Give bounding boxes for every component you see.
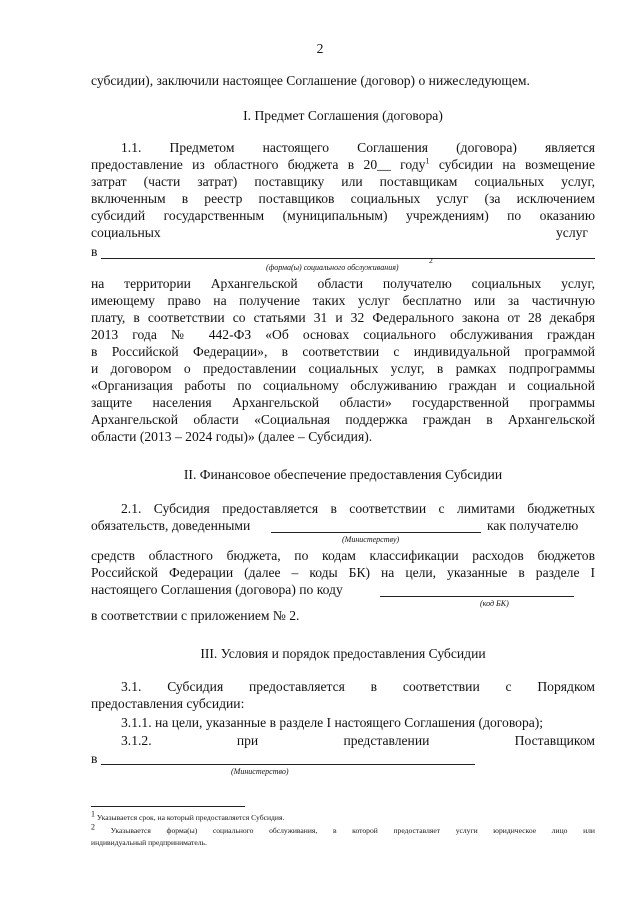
- s1-p1-line-1: 1.1. Предметом настоящего Соглашения (договора) является: [121, 140, 595, 155]
- s1-p2-line-2: имеющему право на получение таких услуг бесплатно или за частичную: [91, 293, 595, 308]
- s2-p1-line-1: 2.1. Субсидия предоставляется в соответствии с лимитами бюджетных: [121, 501, 595, 516]
- s1-uslug: услуг: [556, 225, 588, 240]
- section-2-heading: II. Финансовое обеспечение предоставления Субсидии: [183, 467, 503, 482]
- ministerstvo-caption: (Министерство): [231, 767, 289, 776]
- s1-p1-line-2: предоставление из областного бюджета в 20__ году$^1$ субсидии на возмещение: [91, 156, 595, 172]
- s2-code-line: настоящего Соглашения (договора) по коду: [91, 582, 343, 597]
- s1-p2-line-4: 2013 года № 442-ФЗ «Об основах социального обслуживания граждан: [91, 327, 595, 342]
- s1-p2-line-8: защите населения Архангельской области» государственной программы: [91, 395, 595, 410]
- footnote-ref-2: 2: [429, 256, 433, 265]
- s2-line-2: Российской Федерации (далее – коды БК) на цели, указанные в разделе I: [91, 565, 595, 580]
- footnote-ref-1: 1: [425, 156, 430, 166]
- s1-p2-line-5: в Российской Федерации», в соответствии с индивидуальной программой: [91, 344, 595, 359]
- s1-p1-line-6: социальных: [91, 225, 161, 240]
- intro-line: субсидии), заключили настоящее Соглашение (договор) о нижеследующем.: [91, 73, 530, 88]
- s1-p2-line-1: на территории Архангельской области получателю социальных услуг,: [91, 276, 595, 291]
- page-number: 2: [316, 41, 324, 56]
- s1-p1-line-5: субсидий государственным (муниципальным) учреждениям) по оказанию: [91, 208, 595, 223]
- forma-caption: (форма(ы) социального обслуживания): [266, 263, 399, 272]
- ministerstvo-blank-line: [101, 764, 475, 765]
- kod-bk-blank-line: [380, 596, 574, 597]
- s2-appendix-line: в соответствии с приложением № 2.: [91, 608, 300, 623]
- s1-p2-line-7: «Организация работы по социальному обслуживанию граждан и социальной: [91, 378, 595, 393]
- s3-item-312: 3.1.2. при представлении Поставщиком: [121, 733, 595, 748]
- s1-p1-line-3: затрат (части затрат) поставщику или поставщикам социальных услуг,: [91, 174, 595, 189]
- s1-p2-line-9: Архангельской области «Социальная поддержка граждан в Архангельской: [91, 412, 595, 427]
- s2-line-1: средств областного бюджета, по кодам классификации расходов бюджетов: [91, 548, 595, 563]
- section-1-heading: I. Предмет Соглашения (договора): [243, 108, 443, 123]
- s2-p1-line-2b: как получателю: [487, 518, 579, 533]
- s2-p1-line-2a: обязательств, доведенными: [91, 518, 251, 533]
- s3-p1-line-2: предоставления субсидии:: [91, 696, 245, 711]
- footnote-1: 1 Указывается срок, на который предоставляется Субсидия.: [91, 809, 285, 822]
- ministerstvu-caption: (Министерству): [342, 535, 400, 544]
- footnote-2-line-1: 2 Указывается форма(ы) социального обслуживания, в которой предоставляет услуги юридическое лицо или: [91, 822, 595, 835]
- footnote-separator: [91, 806, 245, 807]
- forma-blank-line: [101, 258, 595, 259]
- s1-p2-line-6: и договором о предоставлении социальных услуг, в рамках подпрограммы: [91, 361, 595, 376]
- s1-in-prefix: в: [91, 244, 98, 259]
- s3-item-311: 3.1.1. на цели, указанные в разделе I настоящего Соглашения (договора);: [121, 715, 544, 730]
- kod-bk-caption: (код БК): [480, 599, 509, 608]
- s1-p2-line-3: плату, в соответствии со статьями 31 и 32 Федерального закона от 28 декабря: [91, 310, 595, 325]
- s3-in-prefix: в: [91, 751, 98, 766]
- s1-p1-line-4: включенным в реестр поставщиков социальных услуг (за исключением: [91, 191, 595, 206]
- ministerstvu-blank-line: [271, 532, 481, 533]
- s1-p2-line-10: области (2013 – 2024 годы)» (далее – Субсидия).: [91, 429, 373, 444]
- footnote-2-line-2: индивидуальный предприниматель.: [91, 838, 207, 847]
- section-3-heading: III. Условия и порядок предоставления Субсидии: [200, 646, 486, 661]
- s3-p1-line-1: 3.1. Субсидия предоставляется в соответствии с Порядком: [121, 679, 595, 694]
